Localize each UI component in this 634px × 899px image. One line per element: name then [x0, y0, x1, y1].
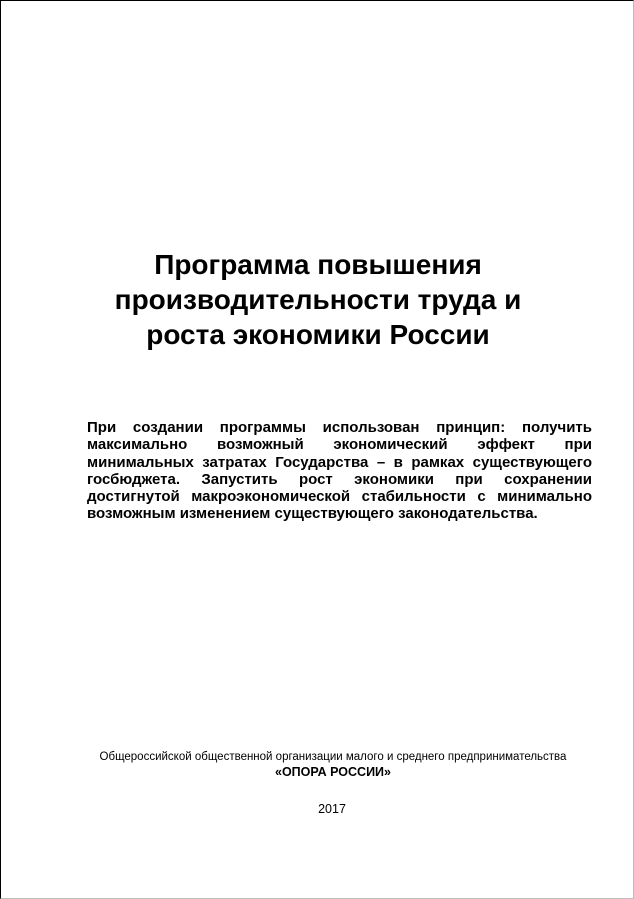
abstract-paragraph: При создании программы использован принцип: получить максимально возможный экономический эффект при минимальных затратах Государства – в рамках существующего госбюджета. Запустить рост экономики при сохранении достигнутой макроэкономической стабильности с минимально возможным изменением существующего законодательства. — [87, 419, 592, 523]
document-title — [61, 247, 575, 352]
publication-year: 2017 — [318, 802, 346, 816]
publisher-name: «ОПОРА РОССИИ» — [275, 765, 391, 779]
title-line-1: Программа повышения — [154, 249, 482, 280]
publisher-line: Общероссийской общественной организации малого и среднего предпринимательства — [99, 751, 567, 763]
title-line-2: производительности труда и — [114, 284, 522, 315]
title-line-3: роста экономики России — [146, 319, 490, 350]
